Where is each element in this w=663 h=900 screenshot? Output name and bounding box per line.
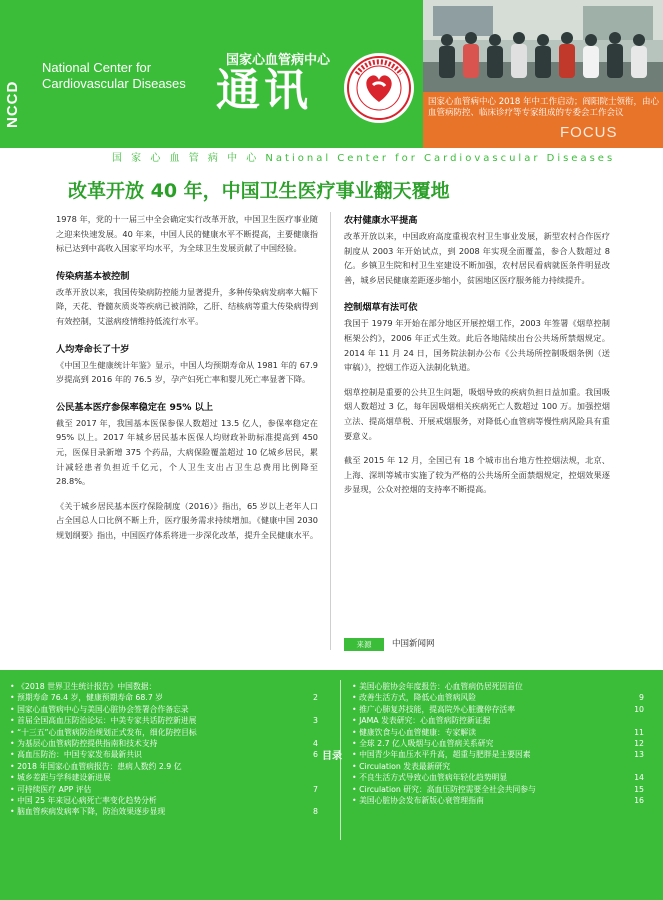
paragraph: 烟草控制是重要的公共卫生问题，吸烟导致的疾病负担日益加重。我国吸烟人数超过 3 亿，每年因吸烟相关疾病死亡人数超过 100 万。加强控烟立法、提高烟草税、开展戒烟服务，对降低心血管病等慢性病风险具有重要意义。: [344, 386, 610, 441]
toc-item[interactable]: [352, 784, 644, 795]
toc-item-title: • “十三五”心血管病防治规划正式发布，细化防控目标: [10, 727, 197, 737]
toc-label: 目录: [322, 751, 342, 762]
toc-right: [352, 681, 644, 806]
column-divider: [330, 212, 331, 650]
toc-item-page: 12: [634, 739, 644, 749]
toc-item[interactable]: [352, 772, 644, 783]
toc-item-title: • JAMA 发表研究：心血管病防控新证据: [352, 716, 491, 726]
paragraph: 截至 2015 年 12 月，全国已有 18 个城市出台地方性控烟法规，北京、上海、深圳等城市实施了较为严格的公共场所全面禁烟规定，控烟效果逐步显现，公众对控烟的支持率不断提高。: [344, 455, 610, 495]
article-title: 改革开放 40 年，中国卫生医疗事业翻天覆地: [68, 180, 450, 202]
paragraph: 《关于城乡居民基本医疗保险制度（2016）》指出，65 岁以上老年人口占全国总人口比例不断上升，医疗服务需求持续增加。《健康中国 2030 规划纲要》指出，中国医疗体系将进一步深化改革，提升全民健康水平。: [56, 500, 319, 540]
toc-item-page: 6: [313, 750, 318, 760]
toc-item-title: • 推广心肺复苏技能，提高院外心脏骤停存活率: [352, 704, 516, 714]
toc-item[interactable]: [352, 715, 644, 726]
toc-item-page: 10: [634, 704, 644, 714]
toc-item[interactable]: [10, 704, 318, 715]
toc-item-page: 13: [634, 750, 644, 760]
source-text: 中国新闻网: [392, 639, 435, 649]
toc-item-title: • 为基层心血管病防控提供指南和技术支持: [10, 739, 158, 749]
center-logo: [343, 52, 415, 124]
source-label: 来源: [344, 638, 384, 651]
toc-item-title: • 2018 年国家心血管病报告：患病人数约 2.9 亿: [10, 761, 182, 771]
toc-item[interactable]: [10, 715, 318, 726]
toc-item-page: 16: [634, 796, 644, 806]
vertical-tag: NCCD: [4, 80, 21, 128]
paragraph: 改革开放以来，中国政府高度重视农村卫生事业发展，新型农村合作医疗制度从 2003 年开始试点，到 2008 年实现全面覆盖，参合人数超过 8 亿。乡镇卫生院和村卫生室建设不断加强，农村居民看病就医条件明显改善，城乡居民健康差距逐步缩小，贫困地区医疗服务能力持续提升。: [344, 231, 610, 285]
toc-left: [10, 681, 318, 818]
paragraph: 《中国卫生健康统计年鉴》显示，中国人均预期寿命从 1981 年的 67.9 岁提高到 2016 年的 76.5 岁，孕产妇死亡率和婴儿死亡率显著下降。: [56, 359, 318, 385]
toc-item[interactable]: [352, 681, 644, 692]
toc-item[interactable]: [352, 761, 644, 772]
section-heading: 公民基本医疗参保率稳定在 95% 以上: [56, 401, 214, 413]
english-name: National Center for Cardiovascular Diseases: [42, 60, 186, 91]
center-name: 国家心血管病中心: [226, 53, 331, 68]
heart-logo-icon: [343, 52, 415, 124]
group-photo-image: [423, 0, 663, 92]
toc-item-page: 9: [639, 693, 644, 703]
toc-item[interactable]: [352, 749, 644, 760]
toc-item-page: 2: [313, 693, 318, 703]
toc-item-page: 3: [313, 716, 318, 726]
toc-item-title: • 预期寿命 76.4 岁，健康预期寿命 68.7 岁: [10, 693, 164, 703]
toc-item-page: 15: [634, 784, 644, 794]
toc-item[interactable]: [352, 727, 644, 738]
toc-item-title: • Circulation 发表最新研究: [352, 761, 451, 771]
paragraph: 改革开放以来，我国传染病防控能力显著提升，多种传染病发病率大幅下降，天花、脊髓灰质炎等疾病已被消除，乙肝、结核病等重大传染病得到有效控制，艾滋病疫情维持低流行水平。: [56, 286, 319, 326]
toc-item[interactable]: [10, 749, 318, 760]
newsletter-title: 通讯: [216, 65, 312, 116]
toc-item-title: • 中国 25 年来冠心病死亡率变化趋势分析: [10, 796, 157, 806]
toc-item-page: 7: [313, 784, 318, 794]
toc-item-title: • 城乡差距与学科建设新进展: [10, 773, 111, 783]
toc-item-title: • 改善生活方式，降低心血管病风险: [352, 693, 477, 703]
toc-item-page: 8: [313, 807, 318, 817]
section-heading: 农村健康水平提高: [344, 215, 418, 226]
toc-item-title: • 健康饮食与心血管健康：专家解读: [352, 727, 477, 737]
toc-item-title: • Circulation 研究：高血压防控需要全社会共同参与: [352, 784, 536, 794]
toc-item[interactable]: [352, 795, 644, 806]
article-right-column: [344, 212, 610, 497]
toc-item[interactable]: [352, 704, 644, 715]
paragraph: 我国于 1979 年开始在部分地区开展控烟工作，2003 年签署《烟草控制框架公约》，2006 年正式生效。此后各地陆续出台公共场所禁烟规定。2014 年 11 月 24 日，国务院法制办公布《公共场所控制吸烟条例（送审稿）》，控烟工作迈入法制化轨道。: [344, 318, 610, 373]
toc-item-page: 4: [313, 739, 318, 749]
header-strip-text: 国 家 心 血 管 病 中 心 National Center for Cardiovascular Diseases: [112, 153, 616, 164]
focus-label: FOCUS: [560, 124, 618, 141]
group-photo: [423, 0, 663, 92]
toc-item-title: • 首届全国高血压防治论坛：中美专家共话防控新进展: [10, 716, 197, 726]
toc-item-title: • 中国青少年血压水平升高，超重与肥胖是主要因素: [352, 750, 531, 760]
article-left-column: [56, 212, 318, 543]
toc-item-page: 11: [634, 727, 644, 737]
toc-item-title: • 《2018 世界卫生统计报告》中国数据：: [10, 682, 157, 691]
paragraph: 截至 2017 年，我国基本医保参保人数超过 13.5 亿人，参保率稳定在 95% 以上。2017 年城乡居民基本医保人均财政补助标准提高到 450 元，医保目录新增 375 个药品，大病保险覆盖超过 10 亿城乡居民，累计减轻患者负担近千亿元，个人卫生支出占卫生总费用比例降至 28.8%。: [56, 417, 318, 487]
toc-item-title: • 全球 2.7 亿人吸烟与心血管病关系研究: [352, 739, 494, 749]
paragraph: 1978 年，党的十一届三中全会确定实行改革开放，中国卫生医疗事业随之迎来快速发展。40 年来，中国人民的健康水平不断提高，主要健康指标已达到中高收入国家平均水平，为全球卫生发展贡献了中国经验。: [56, 214, 318, 254]
toc-item-title: • 脑血管疾病发病率下降，防治效果逐步显现: [10, 807, 166, 817]
toc-item[interactable]: [10, 806, 318, 817]
toc-item-page: 14: [634, 773, 644, 783]
toc-item-title: • 国家心血管病中心与美国心脏协会签署合作备忘录: [10, 704, 189, 714]
toc-item[interactable]: [10, 681, 318, 692]
toc-item-title: • 不良生活方式导致心血管病年轻化趋势明显: [352, 773, 508, 783]
toc-item[interactable]: [10, 727, 318, 738]
photo-caption: 国家心血管病中心 2018 年中工作启动；阎阳院士领衔，由心血管病防控、临床诊疗等专家组成的专委会工作会议: [428, 97, 660, 118]
toc-item-title: • 可持续医疗 APP 评估: [10, 784, 92, 794]
section-heading: 传染病基本被控制: [56, 270, 130, 282]
toc-item[interactable]: [352, 692, 644, 703]
toc-item-title: • 美国心脏协会发布新版心衰管理指南: [352, 796, 484, 806]
toc-item[interactable]: [10, 784, 318, 795]
toc-item[interactable]: [10, 761, 318, 772]
toc-item[interactable]: [10, 795, 318, 806]
section-heading: 人均寿命长了十岁: [56, 343, 130, 355]
toc-item[interactable]: [10, 772, 318, 783]
toc-item-title: • 高血压防治：中国专家发布最新共识: [10, 750, 142, 760]
section-heading: 控制烟草有法可依: [344, 302, 418, 314]
toc-item[interactable]: [352, 738, 644, 749]
toc-item-title: • 美国心脏协会年度报告：心血管病仍居死因首位: [352, 682, 523, 691]
toc-item[interactable]: [10, 692, 318, 703]
toc-item[interactable]: [10, 738, 318, 749]
